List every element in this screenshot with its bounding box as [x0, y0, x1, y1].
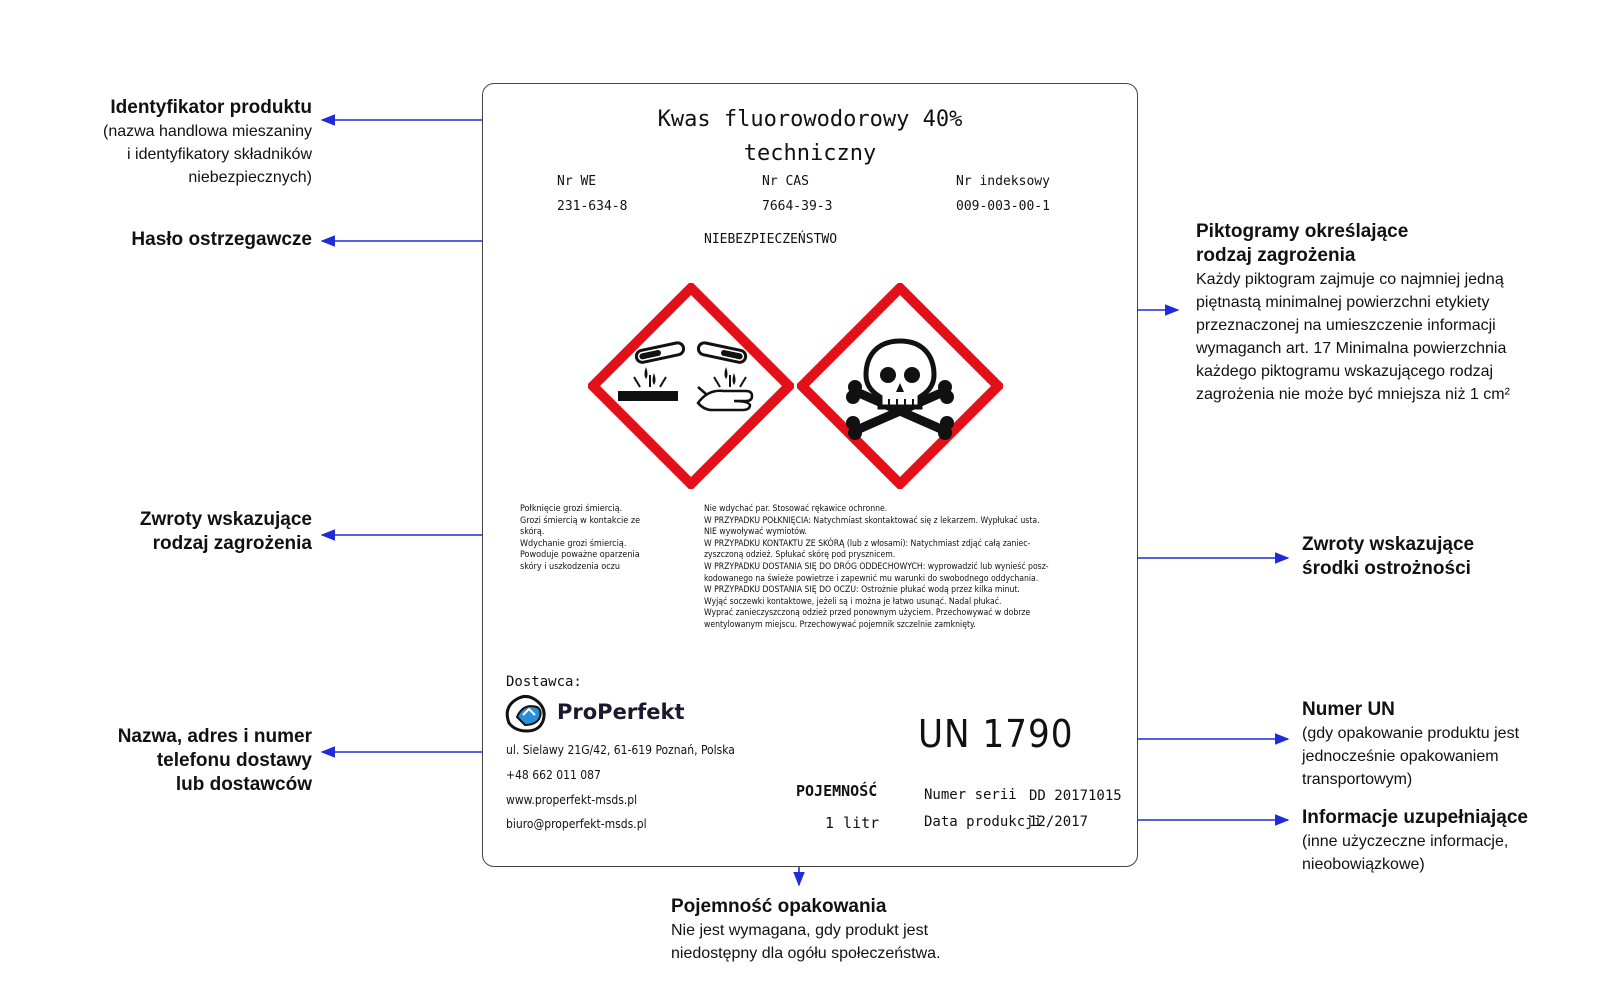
- callout-line: niedostępny dla ogółu społeczeństwa.: [671, 945, 941, 962]
- corrosion-pictogram: [588, 283, 794, 489]
- supplier-email: biuro@properfekt-msds.pl: [506, 817, 647, 831]
- callout-line: transportowym): [1302, 771, 1413, 788]
- precautionary-statement: W PRZYPADKU POŁKNIĘCIA: Natychmiast skontaktować się z lekarzem. Wypłukać usta.: [704, 515, 1040, 526]
- callout-product-identifier: [52, 96, 312, 189]
- id-we-heading: Nr WE: [557, 174, 597, 189]
- callout-supplier: [52, 725, 312, 797]
- hazard-statement: skóry i uszkodzenia oczu: [520, 561, 621, 572]
- callout-title: Informacje uzupełniające: [1302, 807, 1528, 828]
- callout-title: rodzaj zagrożenia: [1196, 245, 1356, 266]
- serial-value: DD 20171015: [1029, 788, 1122, 804]
- id-index-heading: Nr indeksowy: [956, 174, 1050, 189]
- callout-line: (gdy opakowanie produktu jest: [1302, 725, 1520, 742]
- callout-capacity: [671, 895, 1031, 965]
- hazard-statement: Grozi śmiercią w kontakcie ze: [520, 515, 641, 526]
- precautionary-statement: Wyjąć soczewki kontaktowe, jeżeli są i można je łatwo usunąć. Nadal płukać.: [704, 596, 1002, 607]
- precautionary-statement: Wyprać zanieczyszczoną odzież przed ponownym użyciem. Przechowywać w dobrze: [704, 608, 1031, 619]
- hazard-statement: skórą.: [520, 527, 545, 538]
- hazard-statement: Wdychanie grozi śmiercią.: [520, 538, 627, 549]
- precautionary-statements: [704, 504, 1049, 632]
- callout-title: Identyfikator produktu: [110, 97, 312, 118]
- properfekt-logo-icon: [503, 693, 551, 733]
- precautionary-statement: W PRZYPADKU KONTAKTU ZE SKÓRĄ (lub z włosami): Natychmiast zdjąć całą zaniec-: [704, 538, 1031, 549]
- supplier-heading: Dostawca:: [506, 674, 582, 690]
- callout-line: jednocześnie opakowaniem: [1302, 748, 1499, 765]
- product-title-line2: techniczny: [743, 141, 877, 166]
- callout-title: Zwroty wskazujące: [1302, 534, 1475, 555]
- capacity-heading: POJEMNOŚĆ: [796, 782, 878, 800]
- callout-title: środki ostrożności: [1302, 558, 1471, 579]
- production-value: 12/2017: [1029, 814, 1089, 830]
- callout-title: rodzaj zagrożenia: [152, 533, 312, 554]
- callout-title: Zwroty wskazujące: [139, 509, 312, 530]
- callout-line: Nie jest wymagana, gdy produkt jest: [671, 922, 929, 939]
- callout-supplementary: [1302, 806, 1602, 876]
- precautionary-statement: W PRZYPADKU DOSTANIA SIĘ DO DRÓG ODDECHOWYCH: wyprowadzić lub wynieść posz-: [704, 561, 1049, 572]
- supplier-name: ProPerfekt: [557, 700, 685, 724]
- supplier-address: ul. Sielawy 21G/42, 61-619 Poznań, Polska: [506, 743, 735, 757]
- hazard-statements: [520, 504, 640, 574]
- product-title: [482, 103, 1138, 171]
- callout-line: piętnastą minimalnej powierzchni etykiety: [1196, 294, 1490, 311]
- callout-line: wymaganch art. 17 Minimalna powierzchnia: [1196, 340, 1507, 357]
- callout-title: Pojemność opakowania: [671, 896, 887, 917]
- callout-line: niebezpiecznych): [188, 169, 312, 186]
- callout-signal-word: Hasło ostrzegawcze: [131, 229, 312, 250]
- callout-line: Każdy piktogram zajmuje co najmniej jedną: [1196, 271, 1504, 288]
- serial-label: Numer serii: [924, 787, 1017, 803]
- callout-line: i identyfikatory składników: [127, 146, 312, 163]
- capacity-value: 1 litr: [825, 814, 880, 832]
- production-label: Data produkcji: [924, 814, 1043, 830]
- precautionary-statement: kodowanego na świeże powietrze i zapewnić mu warunki do swobodnego oddychania.: [704, 573, 1039, 584]
- id-cas-value: 7664-39-3: [762, 199, 833, 214]
- toxic-pictogram: [797, 283, 1003, 489]
- supplier-website: www.properfekt-msds.pl: [506, 793, 638, 807]
- hazard-statement: Połknięcie grozi śmiercią.: [520, 504, 623, 514]
- callout-pictograms: [1196, 220, 1596, 406]
- product-title-line1: Kwas fluorowodorowy 40%: [657, 107, 963, 132]
- callout-line: zagrożenia nie może być mniejsza niż 1 cm²: [1196, 386, 1510, 403]
- callout-un-number: [1302, 698, 1602, 791]
- callout-title: Numer UN: [1302, 699, 1395, 720]
- id-we-value: 231-634-8: [557, 199, 628, 214]
- id-index-value: 009-003-00-1: [956, 199, 1050, 214]
- signal-word: NIEBEZPIECZEŃSTWO: [704, 232, 838, 247]
- precautionary-statement: W PRZYPADKU DOSTANIA SIĘ DO OCZU: Ostrożnie płukać wodą przez kilka minut.: [704, 585, 1020, 596]
- callout-title: lub dostawców: [175, 774, 312, 795]
- un-number: UN 1790: [918, 712, 1074, 756]
- supplier-phone: +48 662 011 087: [506, 768, 601, 782]
- precautionary-statement: zyszczoną odzież. Spłukać skórę pod prysznicem.: [704, 550, 896, 561]
- callout-title: telefonu dostawy: [156, 750, 312, 771]
- callout-line: każdego piktogramu wskazującego rodzaj: [1196, 363, 1494, 380]
- hazard-statement: Powoduje poważne oparzenia: [520, 550, 640, 561]
- callout-hazard-statements: [52, 508, 312, 556]
- callout-title: Piktogramy określające: [1196, 221, 1409, 242]
- precautionary-statement: NIE wywoływać wymiotów.: [704, 527, 807, 538]
- callout-line: nieobowiązkowe): [1302, 856, 1425, 873]
- id-cas-heading: Nr CAS: [762, 174, 809, 189]
- callout-title: Nazwa, adres i numer: [117, 726, 312, 747]
- precautionary-statement: Nie wdychać par. Stosować rękawice ochronne.: [704, 504, 888, 514]
- callout-line: (nazwa handlowa mieszaniny: [103, 123, 312, 140]
- callout-line: (inne użyczeczne informacje,: [1302, 833, 1509, 850]
- callout-precautionary-statements: [1302, 533, 1602, 581]
- precautionary-statement: wentylowanym miejscu. Przechowywać pojemnik szczelnie zamknięty.: [704, 619, 976, 630]
- callout-line: przeznaczonej na umieszczenie informacji: [1196, 317, 1496, 334]
